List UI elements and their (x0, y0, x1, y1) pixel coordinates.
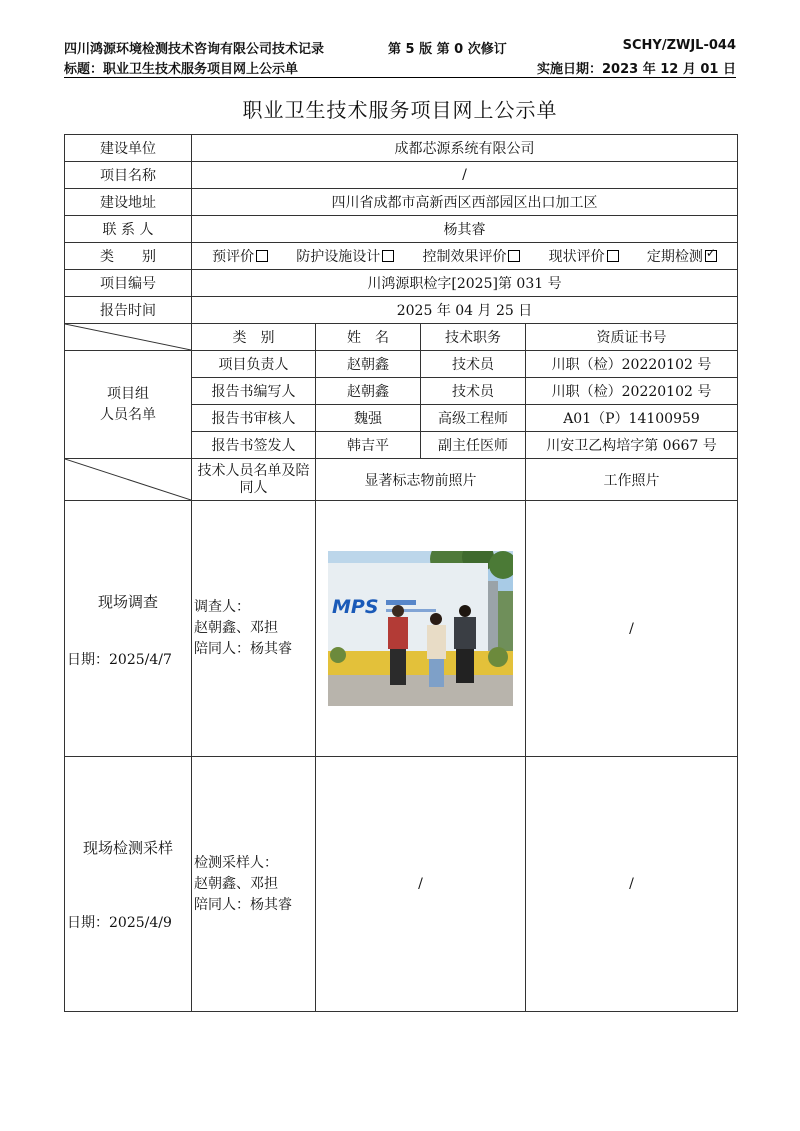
sampling-date: 日期：2025/4/9 (67, 915, 172, 931)
row-number (65, 270, 738, 297)
survey-cell (65, 501, 192, 757)
checkbox-icon[interactable] (256, 250, 268, 262)
unit-value: 成都芯源系统有限公司 (192, 135, 738, 162)
time-value: 2025 年 04 月 25 日 (192, 297, 738, 324)
member-role: 报告书编写人 (192, 378, 316, 405)
diagonal-line (65, 459, 191, 500)
checkbox-icon[interactable] (382, 250, 394, 262)
survey-name: 现场调查 (97, 593, 158, 611)
team-label: 项目组 人员名单 (65, 351, 192, 459)
company-name: 四川鸿源环境检测技术咨询有限公司技术记录 (64, 42, 325, 57)
member-role: 报告书审核人 (192, 405, 316, 432)
category-options (192, 243, 738, 270)
member-name: 赵朝鑫 (316, 378, 421, 405)
landmark-photo (328, 551, 513, 706)
checkbox-icon[interactable] (508, 250, 520, 262)
page-title: 职业卫生技术服务项目网上公示单 (242, 98, 558, 122)
version-info: 第 5 版 第 0 次修订 (388, 42, 507, 57)
member-role: 报告书签发人 (192, 432, 316, 459)
member-title: 高级工程师 (421, 405, 526, 432)
diagonal-cell (65, 459, 192, 501)
landmark-photo-image (328, 551, 513, 706)
member-cert: 川职（检）20220102 号 (526, 351, 738, 378)
row-project (65, 162, 738, 189)
project-label: 项目名称 (65, 162, 192, 189)
contact-value: 杨其睿 (192, 216, 738, 243)
sampling-name: 现场检测采样 (82, 839, 173, 857)
category-option[interactable]: 定期检测✓ (647, 246, 717, 266)
member-name: 赵朝鑫 (316, 351, 421, 378)
sampling-work-photo: / (526, 757, 738, 1012)
header-divider (64, 77, 736, 78)
diagonal-line (65, 324, 191, 350)
row-contact (65, 216, 738, 243)
checked-checkbox-icon[interactable] (705, 250, 717, 262)
staff-header: 技术人员名单及陪同人 (192, 459, 316, 501)
team-header-cert: 资质证书号 (526, 324, 738, 351)
contact-label: 联 系 人 (65, 216, 192, 243)
number-value: 川鸿源职检字[2025]第 031 号 (192, 270, 738, 297)
table-row (65, 351, 738, 378)
work-photo-header: 工作照片 (526, 459, 738, 501)
landmark-photo-header: 显著标志物前照片 (316, 459, 526, 501)
sampling-landmark-photo: / (316, 757, 526, 1012)
member-title: 技术员 (421, 351, 526, 378)
member-cert: 川职（检）20220102 号 (526, 378, 738, 405)
doc-header-line2 (64, 58, 736, 78)
row-address (65, 189, 738, 216)
doc-subject: 标题：职业卫生技术服务项目网上公示单 (64, 62, 299, 77)
survey-landmark-photo-cell (316, 501, 526, 757)
category-option[interactable]: 预评价 (212, 246, 268, 266)
survey-staff: 调查人： 赵朝鑫、邓担 陪同人：杨其睿 (192, 501, 316, 757)
sampling-staff: 检测采样人： 赵朝鑫、邓担 陪同人：杨其睿 (192, 757, 316, 1012)
sampling-row (65, 757, 738, 1012)
survey-date: 日期：2025/4/7 (67, 652, 172, 668)
team-header-title: 技术职务 (421, 324, 526, 351)
doc-code: SCHY/ZWJL-044 (622, 38, 736, 53)
survey-work-photo: / (526, 501, 738, 757)
effective-date: 实施日期：2023 年 12 月 01 日 (537, 62, 736, 77)
member-title: 副主任医师 (421, 432, 526, 459)
address-label: 建设地址 (65, 189, 192, 216)
team-header-name: 姓 名 (316, 324, 421, 351)
checkbox-icon[interactable] (607, 250, 619, 262)
member-name: 韩吉平 (316, 432, 421, 459)
notice-table (64, 134, 738, 1012)
category-option[interactable]: 防护设施设计 (296, 246, 394, 266)
row-unit (65, 135, 738, 162)
address-value: 四川省成都市高新西区西部园区出口加工区 (192, 189, 738, 216)
sections-header-row (65, 459, 738, 501)
time-label: 报告时间 (65, 297, 192, 324)
member-name: 魏强 (316, 405, 421, 432)
category-option[interactable]: 控制效果评价 (422, 246, 520, 266)
project-value: / (192, 162, 738, 189)
doc-header-line1 (64, 38, 736, 58)
team-header-role: 类 别 (192, 324, 316, 351)
member-cert: A01（P）14100959 (526, 405, 738, 432)
member-title: 技术员 (421, 378, 526, 405)
category-label: 类 别 (65, 243, 192, 270)
number-label: 项目编号 (65, 270, 192, 297)
mps-logo: MPS (332, 596, 379, 618)
team-header-row (65, 324, 738, 351)
unit-label: 建设单位 (65, 135, 192, 162)
row-category (65, 243, 738, 270)
member-role: 项目负责人 (192, 351, 316, 378)
survey-row (65, 501, 738, 757)
diagonal-cell (65, 324, 192, 351)
row-time (65, 297, 738, 324)
category-option[interactable]: 现状评价 (549, 246, 619, 266)
member-cert: 川安卫乙构培字第 0667 号 (526, 432, 738, 459)
sampling-cell (65, 757, 192, 1012)
